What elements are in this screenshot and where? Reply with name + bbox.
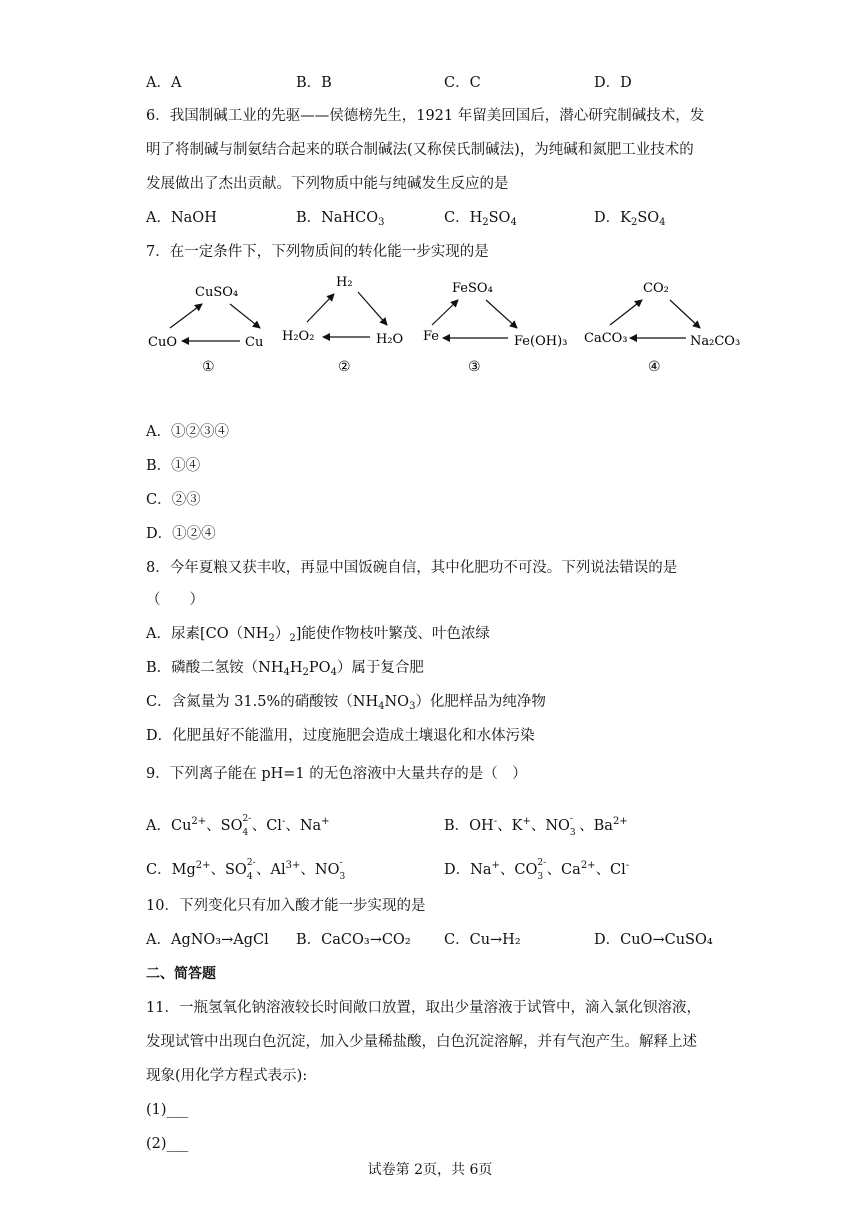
q9-option-a: A．$Cu^{2+}$、SO 2- 4 、Cl-、Na+ (146, 814, 330, 838)
q10-stem: 10．下列变化只有加入酸才能一步实现的是 (146, 898, 426, 914)
q10-option-a: A．AgNO₃→AgCl (146, 932, 269, 948)
diagram-3-arrow-left-top (432, 300, 458, 325)
q6-option-c: C．$H_2SO_4$ (444, 210, 517, 228)
q5-option-d: D．D (594, 75, 632, 91)
diagram-1-top: CuSO₄ (195, 285, 239, 300)
q7-stem: 7．在一定条件下，下列物质间的转化能一步实现的是 (146, 244, 489, 260)
diagram-4-right: Na₂CO₃ (690, 334, 741, 349)
diagram-3 (423, 281, 567, 375)
diagram-4 (584, 281, 740, 375)
q6-stem-line1: 6．我国制碱工业的先驱——侯德榜先生，1921 年留美回国后，潜心研究制碱技术，发 (146, 108, 705, 124)
q10-option-b: B．CaCO₃→CO₂ (296, 932, 411, 948)
diagram-1-arrow-left-top (170, 304, 202, 328)
q8-option-a: A．尿素$[CO(NH_2)_2]$能使作物枝叶繁茂、叶色浓绿 (146, 626, 490, 644)
q9-option-b: B．OH-、K+、NO - 3 、$Ba^{2+}$ (444, 814, 628, 838)
page-footer: 试卷第 2页，共 6页 (367, 1162, 493, 1178)
diagram-2-right: H₂O (376, 332, 404, 347)
q6-option-a: A．NaOH (146, 210, 217, 226)
q8-option-b: B．磷酸二氢铵$(NH_4H_2PO_4)$属于复合肥 (146, 660, 424, 678)
q11-stem-line2: 发现试管中出现白色沉淀，加入少量稀盐酸，白色沉淀溶解，并有气泡产生。解释上述 (146, 1034, 697, 1050)
q5-option-a: A．A (146, 75, 182, 91)
q10-option-d: D．CuO→CuSO₄ (594, 932, 713, 948)
diagram-1-left: CuO (148, 335, 177, 350)
q6-stem-line3: 发展做出了杰出贡献。下列物质中能与纯碱发生反应的是 (146, 176, 509, 192)
q8-stem: 8．今年夏粮又获丰收，再显中国饭碗自信，其中化肥功不可没。下列说法错误的是 (146, 560, 678, 576)
diagram-1-arrow-top-right (230, 304, 260, 328)
q11-blank-2[interactable]: (2)___ (146, 1136, 189, 1152)
q5-option-c: C．C (444, 75, 481, 91)
q7-conversion-diagrams (140, 270, 760, 380)
q9-stem: 9．下列离子能在 pH=1 的无色溶液中大量共存的是（ ） (146, 766, 527, 782)
diagram-2-number: ② (338, 359, 351, 375)
diagram-1-right: Cu (245, 335, 264, 350)
diagram-2-left: H₂O₂ (282, 329, 315, 344)
diagram-4-number: ④ (648, 359, 661, 375)
q7-option-a: A．①②③④ (146, 424, 229, 440)
diagram-4-arrow-left-top (610, 300, 642, 325)
q6-option-d: D．$K_2SO_4$ (594, 210, 666, 228)
diagram-1 (148, 285, 263, 375)
q6-option-b: B．NaHCO$_3$ (296, 210, 385, 228)
q8-option-c: C．含氮量为 31.5%的硝酸铵$(NH_4NO_3)$化肥样品为纯净物 (146, 694, 546, 712)
q5-option-b: B．B (296, 75, 332, 91)
diagram-4-arrow-top-right (670, 300, 700, 328)
diagram-2 (282, 275, 403, 375)
diagram-1-number: ① (202, 359, 215, 375)
diagram-3-left: Fe (423, 329, 440, 344)
diagram-4-left: CaCO₃ (584, 331, 628, 346)
q9-option-c: C．$Mg^{2+}$、SO 2- 4 、$Al^{3+}$、NO - 3 (146, 858, 346, 882)
diagram-2-arrow-left-top (307, 294, 334, 322)
diagram-3-arrow-top-right (486, 300, 517, 328)
q11-blank-1[interactable]: (1)___ (146, 1102, 189, 1118)
q7-option-b: B．①④ (146, 458, 201, 474)
section-heading: 二、简答题 (146, 966, 216, 982)
diagram-3-number: ③ (468, 359, 481, 375)
diagram-3-right: Fe(OH)₃ (514, 334, 568, 349)
q7-option-c: C．②③ (146, 492, 201, 508)
diagram-3-top: FeSO₄ (452, 281, 493, 296)
q10-option-c: C．Cu→H₂ (444, 932, 521, 948)
diagram-2-arrow-top-right (358, 292, 387, 325)
q8-option-d: D．化肥虽好不能滥用，过度施肥会造成土壤退化和水体污染 (146, 728, 535, 744)
diagram-4-top: CO₂ (643, 281, 669, 296)
q9-option-d: D．Na+、CO 2- 3 、$Ca^{2+}$、Cl- (444, 858, 630, 882)
q7-option-d: D．①②④ (146, 526, 216, 542)
q8-paren: （ ） (146, 592, 204, 608)
diagram-2-top: H₂ (336, 275, 353, 290)
q6-stem-line2: 明了将制碱与制氨结合起来的联合制碱法(又称侯氏制碱法)，为纯碱和氮肥工业技术的 (146, 142, 694, 158)
q11-stem-line1: 11．一瓶氢氧化钠溶液较长时间敞口放置，取出少量溶液于试管中，滴入氯化钡溶液， (146, 1000, 701, 1016)
q11-stem-line3: 现象(用化学方程式表示): (146, 1068, 308, 1084)
